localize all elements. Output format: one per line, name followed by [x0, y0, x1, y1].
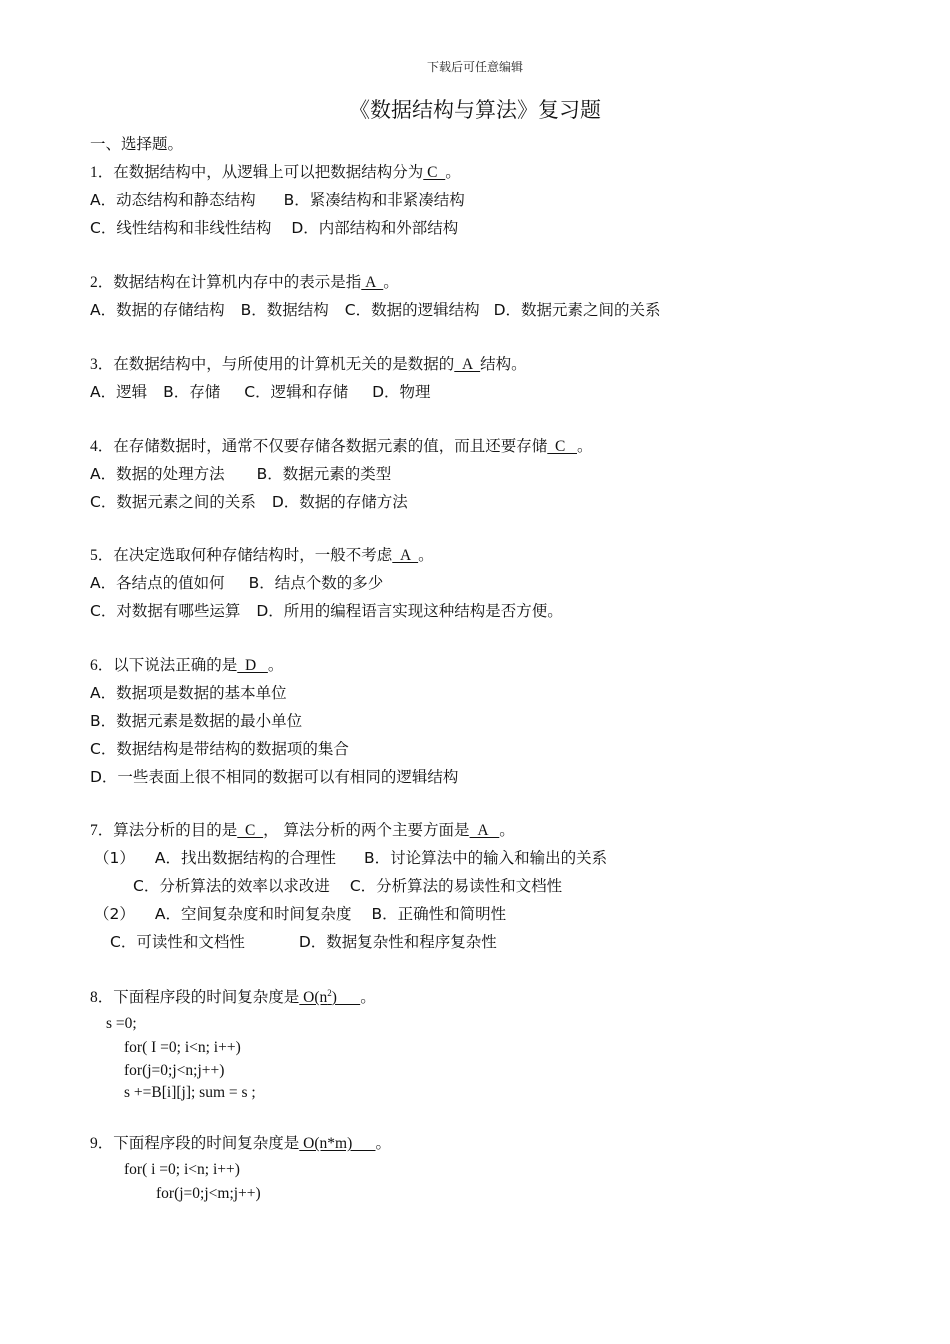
- question-4-options-row-1: [90, 464, 391, 484]
- question-end: 。: [577, 437, 593, 455]
- code-line: s =0;: [106, 1015, 137, 1032]
- question-5-options-row-2: [90, 601, 563, 621]
- option-d: D．物理: [372, 383, 431, 401]
- question-stem: 下面程序段的时间复杂度是: [113, 988, 300, 1006]
- question-7-part-2-row-1: [94, 904, 506, 924]
- option-d: D．所用的编程语言实现这种结构是否方便。: [256, 602, 563, 620]
- question-stem: 下面程序段的时间复杂度是: [113, 1134, 300, 1152]
- question-stem: 在决定选取何种存储结构时，一般不考虑: [113, 546, 393, 564]
- question-2-options: [90, 300, 661, 320]
- question-end: 结构。: [480, 355, 527, 373]
- question-number: 7．: [90, 822, 114, 839]
- question-number: 5．: [90, 547, 114, 564]
- question-end: 。: [445, 163, 461, 181]
- question-7-part-1-row-2: [133, 876, 562, 896]
- option-d: D．数据复杂性和程序复杂性: [298, 933, 497, 951]
- option-d: D．一些表面上很不相同的数据可以有相同的逻辑结构: [90, 768, 459, 786]
- option-b: B．数据结构: [240, 301, 329, 319]
- option-d: C．分析算法的易读性和文档性: [349, 877, 563, 895]
- option-c: C．数据的逻辑结构: [344, 301, 480, 319]
- option-d: D．内部结构和外部结构: [291, 219, 459, 237]
- option-a: A．各结点的值如何: [90, 574, 225, 592]
- question-4-options-row-2: [90, 492, 408, 512]
- question-7-part-1-row-1: [94, 848, 607, 868]
- option-d: D．数据元素之间的关系: [493, 301, 661, 319]
- question-end: 。: [375, 1134, 391, 1152]
- question-1: [90, 162, 461, 183]
- question-end: 。: [499, 821, 515, 839]
- question-6: [90, 655, 283, 676]
- question-7: [90, 820, 515, 841]
- option-a: A．找出数据结构的合理性: [154, 849, 336, 867]
- answer-blank: [299, 989, 360, 1006]
- code-line: for(j=0;j<n;j++): [124, 1062, 225, 1079]
- question-number: 3．: [90, 356, 114, 373]
- question-3-options: [90, 382, 431, 402]
- option-a: A．逻辑: [90, 383, 148, 401]
- option-b: B．数据元素是数据的最小单位: [90, 712, 303, 730]
- option-b: B．讨论算法中的输入和输出的关系: [363, 849, 608, 867]
- part-label: （2）: [94, 905, 135, 923]
- option-a: A．数据项是数据的基本单位: [90, 684, 287, 702]
- answer-tail: ): [331, 989, 361, 1006]
- option-c: C．数据元素之间的关系: [90, 493, 256, 511]
- code-line: for(j=0;j<m;j++): [156, 1185, 261, 1202]
- question-number: 4．: [90, 438, 114, 455]
- question-number: 8．: [90, 989, 114, 1006]
- answer-blank-1: C: [237, 822, 264, 839]
- option-a: A．数据的处理方法: [90, 465, 225, 483]
- section-heading: 一、选择题。: [90, 135, 184, 153]
- header-note: 下载后可任意编辑: [426, 60, 523, 74]
- option-b: B．正确性和简明性: [371, 905, 507, 923]
- option-b: B．存储: [163, 383, 221, 401]
- option-a: A．动态结构和静态结构: [90, 191, 256, 209]
- answer-exponent: 2: [327, 987, 332, 998]
- question-stem: 算法分析的目的是: [113, 821, 238, 839]
- option-c: C．可读性和文档性: [110, 933, 245, 951]
- option-a: A．空间复杂度和时间复杂度: [154, 905, 352, 923]
- question-7-part-2-row-2: [110, 932, 497, 952]
- question-stem: 在数据结构中，从逻辑上可以把数据结构分为: [113, 163, 424, 181]
- question-8: [90, 987, 376, 1008]
- option-c: C．线性结构和非线性结构: [90, 219, 272, 237]
- option-d: D．数据的存储方法: [271, 493, 408, 511]
- question-number: 2．: [90, 274, 114, 291]
- question-stem-2: ， 算法分析的两个主要方面是: [263, 821, 470, 839]
- answer-blank: C: [547, 438, 577, 455]
- answer-blank: D: [237, 657, 268, 674]
- answer-blank-2: A: [469, 822, 500, 839]
- code-line: s +=B[i][j]; sum = s ;: [124, 1084, 256, 1101]
- question-end: 。: [267, 656, 284, 674]
- question-number: 9．: [90, 1135, 114, 1152]
- question-end: 。: [360, 988, 376, 1006]
- question-number: 1．: [90, 164, 114, 181]
- question-3: [90, 354, 527, 375]
- question-5: [90, 545, 434, 566]
- option-c: C．分析算法的效率以求改进: [133, 877, 330, 895]
- answer-blank: O(n*m): [299, 1135, 376, 1152]
- option-c: C．数据结构是带结构的数据项的集合: [90, 740, 349, 758]
- option-a: A．数据的存储结构: [90, 301, 225, 319]
- answer-blank: A: [454, 356, 481, 373]
- question-number: 6．: [90, 657, 114, 674]
- answer-text: O(n: [299, 989, 328, 1006]
- part-label: （1）: [94, 849, 135, 867]
- option-b: B．紧凑结构和非紧凑结构: [283, 191, 465, 209]
- answer-blank: A: [392, 547, 419, 564]
- question-end: 。: [418, 546, 434, 564]
- question-stem: 数据结构在计算机内存中的表示是指: [113, 273, 362, 291]
- question-stem: 在存储数据时，通常不仅要存储各数据元素的值，而且还要存储: [113, 437, 548, 455]
- question-stem: 在数据结构中，与所使用的计算机无关的是数据的: [113, 355, 455, 373]
- option-c: C．逻辑和存储: [244, 383, 349, 401]
- question-9: [90, 1133, 391, 1154]
- question-1-options-row-2: [90, 218, 458, 238]
- page-title: 《数据结构与算法》复习题: [349, 98, 601, 122]
- question-end: 。: [383, 273, 399, 291]
- option-c: C．对数据有哪些运算: [90, 602, 241, 620]
- option-b: B．结点个数的多少: [248, 574, 384, 592]
- option-b: B．数据元素的类型: [256, 465, 392, 483]
- answer-blank: A: [361, 274, 384, 291]
- code-line: for( i =0; i<n; i++): [124, 1161, 240, 1178]
- answer-blank: C: [423, 164, 446, 181]
- question-5-options-row-1: [90, 573, 383, 593]
- question-stem: 以下说法正确的是: [113, 656, 238, 674]
- question-2: [90, 272, 399, 293]
- code-line: for( I =0; i<n; i++): [124, 1039, 241, 1056]
- question-1-options-row-1: [90, 190, 465, 210]
- question-4: [90, 436, 593, 457]
